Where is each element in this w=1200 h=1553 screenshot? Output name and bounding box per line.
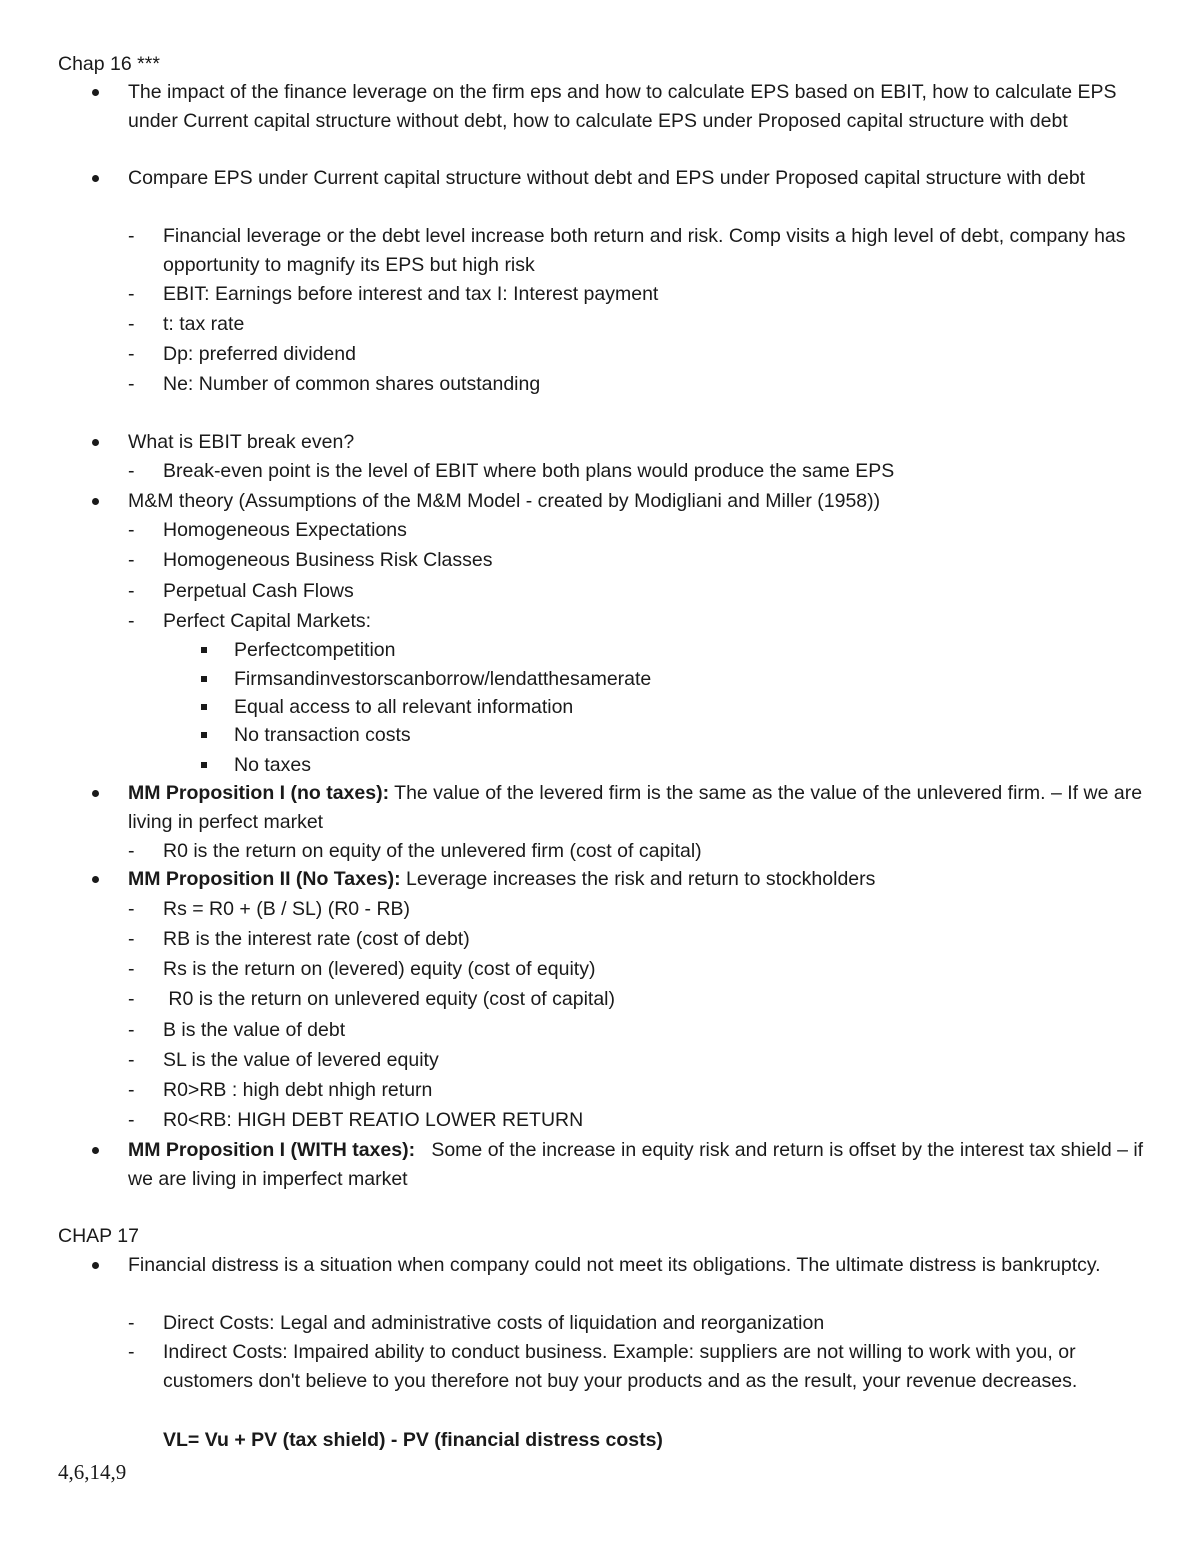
dash-icon: - [128,519,135,541]
chapter-17-heading: CHAP 17 [58,1225,139,1247]
bullet-text: Some of the increase in equity risk and return is offset by the interest tax shield – if we are living in imperfect market [128,1139,1149,1191]
sub-bullet-item [128,1076,1148,1105]
bullet-dot-icon [92,790,99,797]
sub-sub-bullet-text: Equal access to all relevant information [234,696,574,718]
dash-icon: - [128,225,135,247]
dash-icon: - [128,313,135,335]
bullet-item [128,1251,1148,1280]
bullet-item [128,78,1148,137]
sub-sub-bullet-text: Perfectcompetition [234,639,396,661]
sub-bullet-text: EBIT: Earnings before interest and tax I: Interest payment [163,283,659,305]
sub-bullet-text: B is the value of debt [163,1019,346,1041]
square-bullet-icon [201,647,207,653]
sub-sub-bullet-text: No transaction costs [234,724,411,746]
sub-bullet-item [128,1106,1148,1135]
dash-icon: - [128,1049,135,1071]
dash-icon: - [128,1079,135,1101]
bullet-text: Leverage increases the risk and return to stockholders [400,868,876,890]
sub-bullet-item [128,457,1148,486]
page-footer-numbers: 4,6,14,9 [58,1460,127,1484]
square-bullet-icon [201,704,207,710]
dash-icon: - [128,549,135,571]
sub-bullet-text: Direct Costs: Legal and administrative costs of liquidation and reorganization [163,1312,825,1334]
bullet-dot-icon [92,175,99,182]
sub-bullet-text: Dp: preferred dividend [163,343,356,365]
sub-bullet-item [128,340,1148,369]
sub-bullet-item [128,310,1148,339]
bullet-item [128,865,1148,894]
sub-bullet-text: Ne: Number of common shares outstanding [163,373,541,395]
chapter-16-heading: Chap 16 *** [58,53,160,75]
sub-bullet-item [128,837,1148,866]
dash-icon: - [128,1019,135,1041]
bullet-dot-icon [92,498,99,505]
bullet-dot-icon [92,439,99,446]
sub-bullet-text: R0>RB : high debt nhigh return [163,1079,433,1101]
formula-line: VL= Vu + PV (tax shield) - PV (financial distress costs) [163,1429,663,1451]
bullet-item [128,164,1148,193]
sub-bullet-item [128,607,1148,636]
sub-bullet-item [128,516,1148,545]
sub-bullet-item [128,1338,1148,1397]
sub-bullet-item [128,1046,1148,1075]
dash-icon: - [128,373,135,395]
bullet-text: M&M theory (Assumptions of the M&M Model - created by Modigliani and Miller (1958)) [128,490,881,512]
bullet-item [128,428,1148,457]
sub-bullet-item [128,1016,1148,1045]
bullet-item [128,779,1148,838]
sub-bullet-text: Perfect Capital Markets: [163,610,372,632]
square-bullet-icon [201,762,207,768]
dash-icon: - [128,1109,135,1131]
sub-bullet-item [128,955,1148,984]
bullet-dot-icon [92,1147,99,1154]
sub-bullet-item [128,546,1148,575]
sub-bullet-text: Rs is the return on (levered) equity (cost of equity) [163,958,596,980]
dash-icon: - [128,343,135,365]
bullet-text: Compare EPS under Current capital structure without debt and EPS under Proposed capital structure with debt [128,167,1086,189]
sub-bullet-text: Break-even point is the level of EBIT where both plans would produce the same EPS [163,460,895,482]
sub-bullet-text: Perpetual Cash Flows [163,580,354,602]
bullet-dot-icon [92,1262,99,1269]
sub-sub-bullet-item [234,665,1134,694]
dash-icon: - [128,928,135,950]
sub-bullet-text: Homogeneous Business Risk Classes [163,549,493,571]
bullet-bold-label: MM Proposition I (no taxes): [128,782,390,804]
dash-icon: - [128,1341,135,1363]
sub-sub-bullet-text: Firmsandinvestorscanborrow/lendatthesamerate [234,668,652,690]
sub-sub-bullet-item [234,693,1134,722]
square-bullet-icon [201,732,207,738]
sub-bullet-text: Rs = R0 + (B / SL) (R0 - RB) [163,898,411,920]
bullet-text: The value of the levered firm is the same as the value of the unlevered firm. – If we are living in perfect market [128,782,1143,834]
dash-icon: - [128,988,135,1010]
sub-bullet-item [128,985,1148,1014]
bullet-bold-label: MM Proposition I (WITH taxes): [128,1139,416,1161]
sub-sub-bullet-item [234,636,1134,665]
sub-bullet-text: R0 is the return on equity of the unlevered firm (cost of capital) [163,840,702,862]
sub-bullet-item [128,895,1148,924]
dash-icon: - [128,840,135,862]
bullet-text: Financial distress is a situation when company could not meet its obligations. The ultimate distress is bankruptcy. [128,1254,1101,1276]
dash-icon: - [128,610,135,632]
sub-bullet-item [128,925,1148,954]
sub-bullet-text: RB is the interest rate (cost of debt) [163,928,470,950]
bullet-bold-label: MM Proposition II (No Taxes): [128,868,401,890]
dash-icon: - [128,460,135,482]
sub-bullet-text: Financial leverage or the debt level increase both return and risk. Comp visits a high level of debt, company has opportunity to magnify its EPS but high risk [163,225,1126,277]
sub-bullet-text: R0 is the return on unlevered equity (cost of capital) [163,988,615,1010]
sub-sub-bullet-item [234,721,1134,750]
sub-bullet-item [128,1309,1148,1338]
bullet-item [128,487,1148,516]
sub-bullet-item [128,577,1148,606]
dash-icon: - [128,958,135,980]
bullet-dot-icon [92,876,99,883]
sub-bullet-item [128,370,1148,399]
sub-sub-bullet-item [234,751,1134,780]
sub-bullet-text: Indirect Costs: Impaired ability to conduct business. Example: suppliers are not willing to work with you, or customers don't believe to you therefore not buy your products and as the result, your revenue decreases. [163,1341,1078,1393]
sub-bullet-text: SL is the value of levered equity [163,1049,439,1071]
sub-bullet-text: R0<RB: HIGH DEBT REATIO LOWER RETURN [163,1109,584,1131]
sub-bullet-text: t: tax rate [163,313,245,335]
sub-sub-bullet-text: No taxes [234,754,311,776]
square-bullet-icon [201,676,207,682]
bullet-dot-icon [92,89,99,96]
dash-icon: - [128,1312,135,1334]
dash-icon: - [128,898,135,920]
sub-bullet-item [128,280,1148,309]
bullet-text: The impact of the finance leverage on the firm eps and how to calculate EPS based on EBIT, how to calculate EPS under Current capital structure without debt, how to calculate EPS under Proposed capital structure with debt [128,81,1117,133]
dash-icon: - [128,580,135,602]
sub-bullet-item [128,222,1148,281]
dash-icon: - [128,283,135,305]
bullet-item [128,1136,1148,1195]
sub-bullet-text: Homogeneous Expectations [163,519,407,541]
bullet-text: What is EBIT break even? [128,431,355,453]
